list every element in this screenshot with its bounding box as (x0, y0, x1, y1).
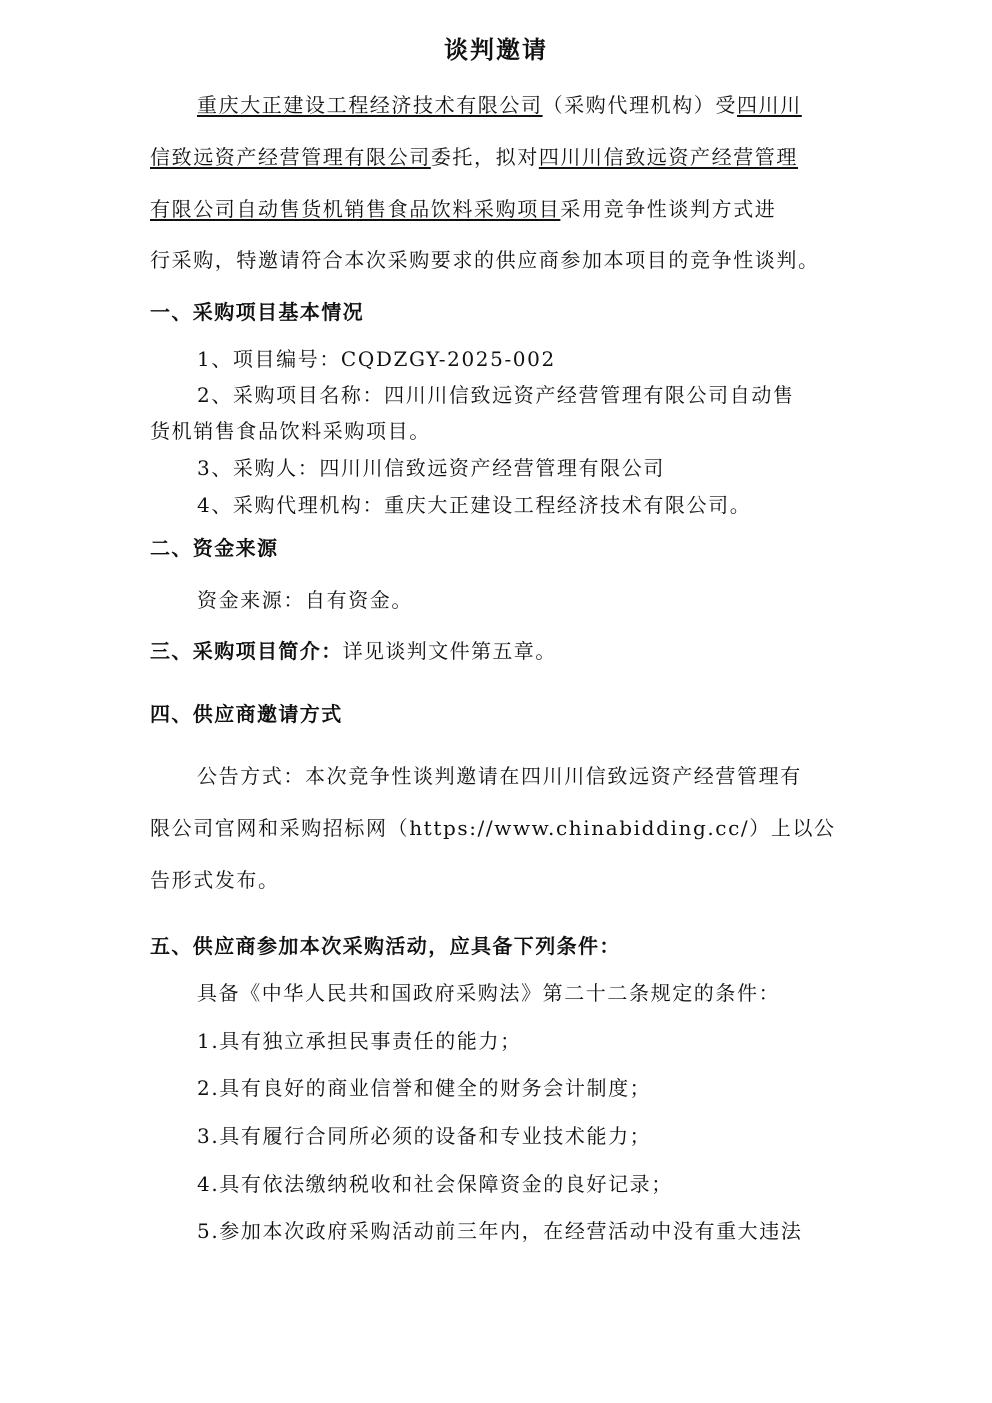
section-3-text: 详见谈判文件第五章。 (342, 639, 557, 663)
section-3-label: 三、采购项目简介： (150, 639, 343, 663)
client-name-rest: 信致远资产经营管理有限公司 (150, 145, 431, 169)
intro-line-4: 行采购，特邀请符合本次采购要求的供应商参加本项目的竞争性谈判。 (150, 248, 820, 272)
purchaser: 3、采购人：四川川信致远资产经营管理有限公司 (197, 456, 665, 480)
project-number: 1、项目编号：CQDZGY-2025-002 (197, 347, 556, 371)
project-name-part: 四川川信致远资产经营管理 (538, 145, 799, 169)
section-heading-2: 二、资金来源 (150, 536, 279, 560)
fund-source: 资金来源：自有资金。 (197, 588, 413, 612)
intro-line-3 (150, 196, 850, 222)
page-title: 谈判邀请 (444, 36, 548, 64)
section-heading-4: 四、供应商邀请方式 (150, 702, 343, 726)
condition-item-1: 1.具有独立承担民事责任的能力； (197, 1029, 522, 1053)
project-name-line-2: 货机销售食品饮料采购项目。 (150, 419, 431, 443)
announcement-line-2: 限公司官网和采购招标网（https://www.chinabidding.cc/）上以公 (150, 816, 836, 840)
announcement-line-1: 公告方式：本次竞争性谈判邀请在四川川信致远资产经营管理有 (197, 764, 802, 788)
agency-name: 重庆大正建设工程经济技术有限公司 (197, 93, 543, 117)
condition-item-5: 5.参加本次政府采购活动前三年内，在经营活动中没有重大违法 (197, 1219, 803, 1243)
client-name-part: 四川川 (737, 93, 802, 117)
intro-text: （采购代理机构）受 (542, 93, 738, 117)
intro-line-2 (150, 144, 850, 170)
condition-item-3: 3.具有履行合同所必须的设备和专业技术能力； (197, 1124, 652, 1148)
intro-line-1 (197, 92, 897, 118)
procurement-agency: 4、采购代理机构：重庆大正建设工程经济技术有限公司。 (197, 493, 752, 517)
project-name-line-1: 2、采购项目名称：四川川信致远资产经营管理有限公司自动售 (197, 383, 795, 407)
announcement-line-3: 告形式发布。 (150, 868, 280, 892)
section-heading-3 (150, 638, 557, 664)
conditions-intro: 具备《中华人民共和国政府采购法》第二十二条规定的条件： (197, 981, 781, 1005)
section-heading-5: 五、供应商参加本次采购活动，应具备下列条件： (150, 934, 621, 958)
condition-item-4: 4.具有依法缴纳税收和社会保障资金的良好记录； (197, 1172, 673, 1196)
intro-text: 委托，拟对 (430, 145, 539, 169)
section-heading-1: 一、采购项目基本情况 (150, 300, 364, 324)
intro-text: 采用竞争性谈判方式进 (560, 197, 777, 221)
condition-item-2: 2.具有良好的商业信誉和健全的财务会计制度； (197, 1076, 652, 1100)
project-name-rest: 有限公司自动售货机销售食品饮料采购项目 (150, 197, 561, 221)
